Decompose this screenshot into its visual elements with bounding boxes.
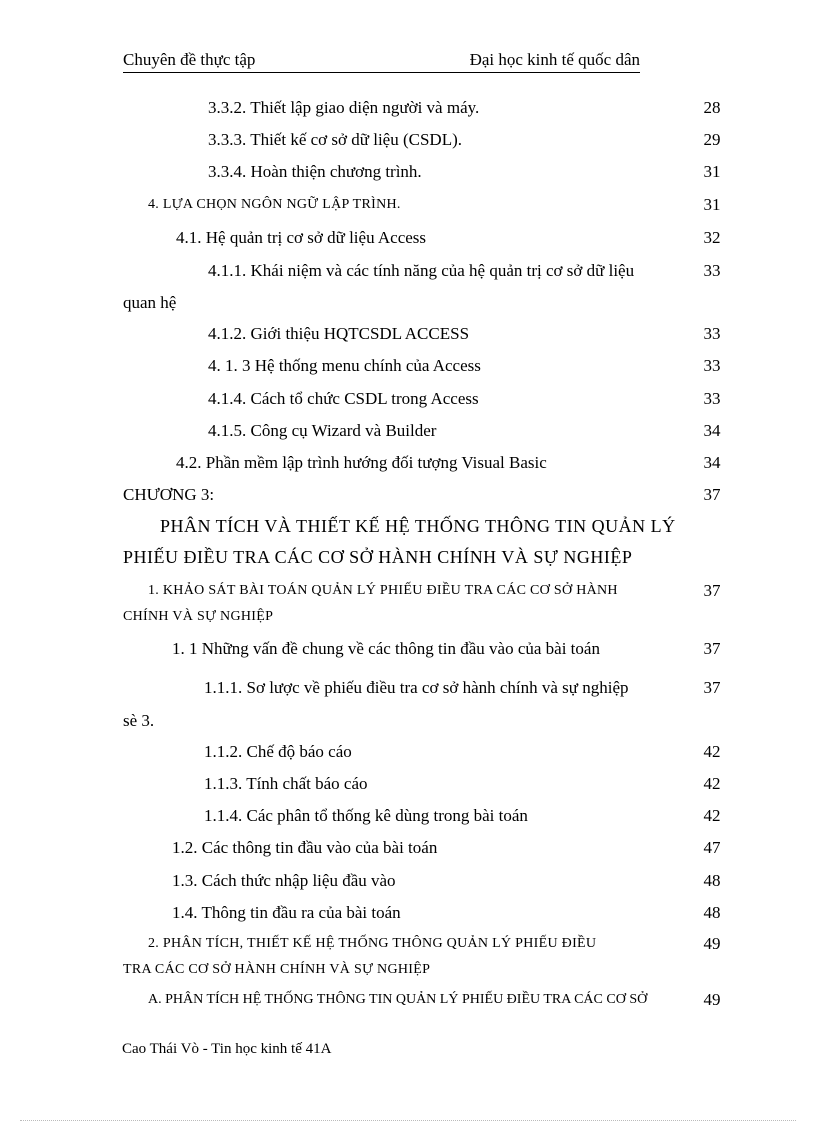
toc-text: 1.1.1. Sơ lược về phiếu điều tra cơ sở hành chính và sự nghiệp <box>204 678 629 697</box>
toc-page: 28 <box>703 98 721 117</box>
toc-page: 48 <box>703 871 721 890</box>
toc-page: 34 <box>703 421 721 440</box>
toc-text: 4.2. Phần mềm lập trình hướng đối tượng Visual Basic <box>176 453 547 472</box>
toc-text: 4. 1. 3 Hệ thống menu chính của Access <box>208 356 481 375</box>
toc-page: 37 <box>703 678 721 697</box>
toc-page: 42 <box>703 806 721 825</box>
toc-page: 29 <box>703 130 721 149</box>
toc-page: 49 <box>703 990 721 1009</box>
toc-text: 1.1.4. Các phân tổ thống kê dùng trong bài toán <box>204 806 528 825</box>
toc-page: 37 <box>703 639 721 658</box>
toc-text: A. PHÂN TÍCH HỆ THỐNG THÔNG TIN QUẢN LÝ PHIẾU ĐIỀU TRA CÁC CƠ SỞ <box>148 992 648 1007</box>
toc-text: 4.1. Hệ quản trị cơ sở dữ liệu Access <box>176 228 427 247</box>
toc-text: 1.3. Cách thức nhập liệu đầu vào <box>172 871 396 890</box>
page-footer: Cao Thái Vò - Tin học kinh tế 41A <box>122 1041 332 1057</box>
toc-text: 3.3.3. Thiết kế cơ sở dữ liệu (CSDL). <box>208 130 462 149</box>
toc-page: 33 <box>703 261 721 280</box>
toc-text: 1. 1 Những vấn đề chung về các thông tin đầu vào của bài toán <box>172 639 600 658</box>
toc-page: 48 <box>703 903 721 922</box>
toc-text: 4.1.2. Giới thiệu HQTCSDL ACCESS <box>208 324 470 343</box>
toc-text: 3.3.4. Hoàn thiện chương trình. <box>208 162 422 181</box>
chapter-title-line2: PHIẾU ĐIỀU TRA CÁC CƠ SỞ HÀNH CHÍNH VÀ SỰ NGHIỆP <box>123 547 633 567</box>
toc-page: 33 <box>703 324 721 343</box>
toc-text-cont: quan hệ <box>123 293 177 312</box>
toc-page: 47 <box>703 838 721 857</box>
page-header <box>123 48 640 73</box>
page-bottom-divider <box>20 1120 796 1121</box>
toc-page: 31 <box>703 162 721 181</box>
toc-page: 31 <box>703 195 721 214</box>
toc-text: 1.4. Thông tin đầu ra của bài toán <box>172 903 401 922</box>
toc-page: 33 <box>703 356 721 375</box>
header-left: Chuyên đề thực tập <box>123 50 256 69</box>
toc-text: 2. PHÂN TÍCH, THIẾT KẾ HỆ THỐNG THÔNG QUẢN LÝ PHIẾU ĐIỀU <box>148 936 597 951</box>
toc-text: 1.1.3. Tính chất báo cáo <box>204 774 368 793</box>
toc-text: 4.1.1. Khái niệm và các tính năng của hệ quản trị cơ sở dữ liệu <box>208 261 635 280</box>
toc-text-cont: sè 3. <box>123 711 155 730</box>
toc-text: 1.2. Các thông tin đầu vào của bài toán <box>172 838 438 857</box>
toc-page: 42 <box>703 774 721 793</box>
toc-text: 4.1.4. Cách tổ chức CSDL trong Access <box>208 389 479 408</box>
toc-page: 32 <box>703 228 721 247</box>
toc-page: 37 <box>703 485 721 504</box>
toc-page: 33 <box>703 389 721 408</box>
toc-text: 3.3.2. Thiết lập giao diện người và máy. <box>208 98 480 117</box>
toc-page: 34 <box>703 453 721 472</box>
toc-text: 4. LỰA CHỌN NGÔN NGỮ LẬP TRÌNH. <box>148 197 401 212</box>
toc-text: CHƯƠNG 3: <box>123 485 215 504</box>
toc-page: 49 <box>703 934 721 953</box>
toc-page: 37 <box>703 581 721 600</box>
toc-page: 42 <box>703 742 721 761</box>
toc-text-cont: CHÍNH VÀ SỰ NGHIỆP <box>123 609 274 624</box>
chapter-title-line1: PHÂN TÍCH VÀ THIẾT KẾ HỆ THỐNG THÔNG TIN QUẢN LÝ <box>160 516 676 536</box>
toc-text: 1. KHẢO SÁT BÀI TOÁN QUẢN LÝ PHIẾU ĐIỀU TRA CÁC CƠ SỞ HÀNH <box>148 583 618 598</box>
toc-text: 4.1.5. Công cụ Wizard và Builder <box>208 421 437 440</box>
toc-text-cont: TRA CÁC CƠ SỞ HÀNH CHÍNH VÀ SỰ NGHIỆP <box>123 962 431 977</box>
header-right: Đại học kinh tế quốc dân <box>469 50 640 69</box>
toc-text: 1.1.2. Chế độ báo cáo <box>204 742 352 761</box>
